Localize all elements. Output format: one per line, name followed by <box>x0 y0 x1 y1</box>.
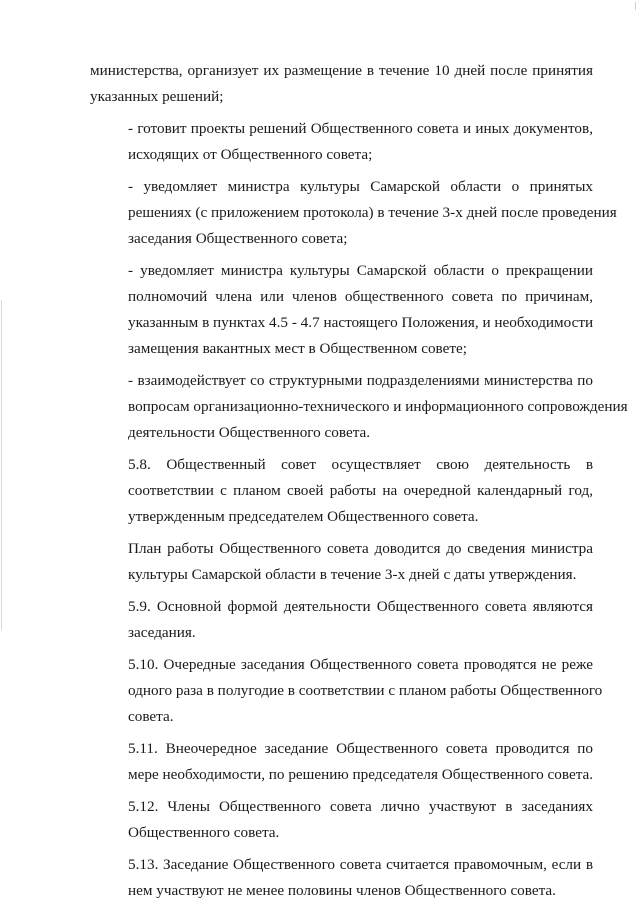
text-line: План работы Общественного совета доводится до сведения министра <box>128 540 593 557</box>
list-item-interacts <box>90 368 628 446</box>
clause-5-8 <box>90 452 593 530</box>
text-line: заседания Общественного совета; <box>128 230 348 247</box>
text-line: министерства, организует их размещение в течение 10 дней после принятия <box>90 62 593 79</box>
text-line: 5.12. Члены Общественного совета лично участвуют в заседаниях <box>128 798 593 815</box>
text-line: одного раза в полугодие в соответствии с планом работы Общественного <box>128 682 603 699</box>
text-line: исходящих от Общественного совета; <box>128 146 373 163</box>
list-item-notifies-termination <box>90 258 593 362</box>
text-line: деятельности Общественного совета. <box>128 424 371 441</box>
text-line: - взаимодействует со структурными подразделениями министерства по <box>128 372 593 389</box>
text-line: вопросам организационно-технического и информационного сопровождения <box>128 398 628 415</box>
text-line: указанным в пунктах 4.5 - 4.7 настоящего Положения, и необходимости <box>128 314 594 331</box>
clause-5-13 <box>90 852 593 904</box>
text-line: указанных решений; <box>90 88 224 105</box>
work-plan-paragraph <box>90 536 593 588</box>
text-line: 5.10. Очередные заседания Общественного совета проводятся не реже <box>128 656 593 673</box>
binding-margin-line <box>1 300 2 630</box>
text-line: заседания. <box>128 624 196 641</box>
text-line: Общественного совета. <box>128 824 280 841</box>
text-line: 5.11. Внеочередное заседание Общественного совета проводится по <box>128 740 593 757</box>
list-item-prepares-drafts <box>90 116 593 168</box>
clause-5-11 <box>90 736 593 788</box>
text-line: - уведомляет министра культуры Самарской области о прекращении <box>128 262 593 279</box>
scan-artifact <box>635 2 636 10</box>
text-line: 5.8. Общественный совет осуществляет свою деятельность в <box>128 456 593 473</box>
text-line: совета. <box>128 708 174 725</box>
text-line: культуры Самарской области в течение 3-х дней с даты утверждения. <box>128 566 577 583</box>
text-line: полномочий члена или членов общественного совета по причинам, <box>128 288 593 305</box>
paragraph-continuation <box>90 58 593 110</box>
text-line: замещения вакантных мест в Общественном совете; <box>128 340 467 357</box>
text-line: утвержденным председателем Общественного совета. <box>128 508 479 525</box>
text-line: - готовит проекты решений Общественного совета и иных документов, <box>128 120 593 137</box>
list-item-notifies-decisions <box>90 174 617 252</box>
text-line: соответствии с планом своей работы на очередной календарный год, <box>128 482 593 499</box>
text-line: 5.13. Заседание Общественного совета считается правомочным, если в <box>128 856 593 873</box>
clause-5-12 <box>90 794 593 846</box>
clause-5-9 <box>90 594 593 646</box>
document-body <box>90 58 628 904</box>
text-line: нем участвуют не менее половины членов Общественного совета. <box>128 882 556 899</box>
text-line: мере необходимости, по решению председателя Общественного совета. <box>128 766 594 783</box>
clause-5-10 <box>90 652 603 730</box>
text-line: 5.9. Основной формой деятельности Общественного совета являются <box>128 598 593 615</box>
text-line: - уведомляет министра культуры Самарской области о принятых <box>128 178 593 195</box>
text-line: решениях (с приложением протокола) в течение 3-х дней после проведения <box>128 204 617 221</box>
